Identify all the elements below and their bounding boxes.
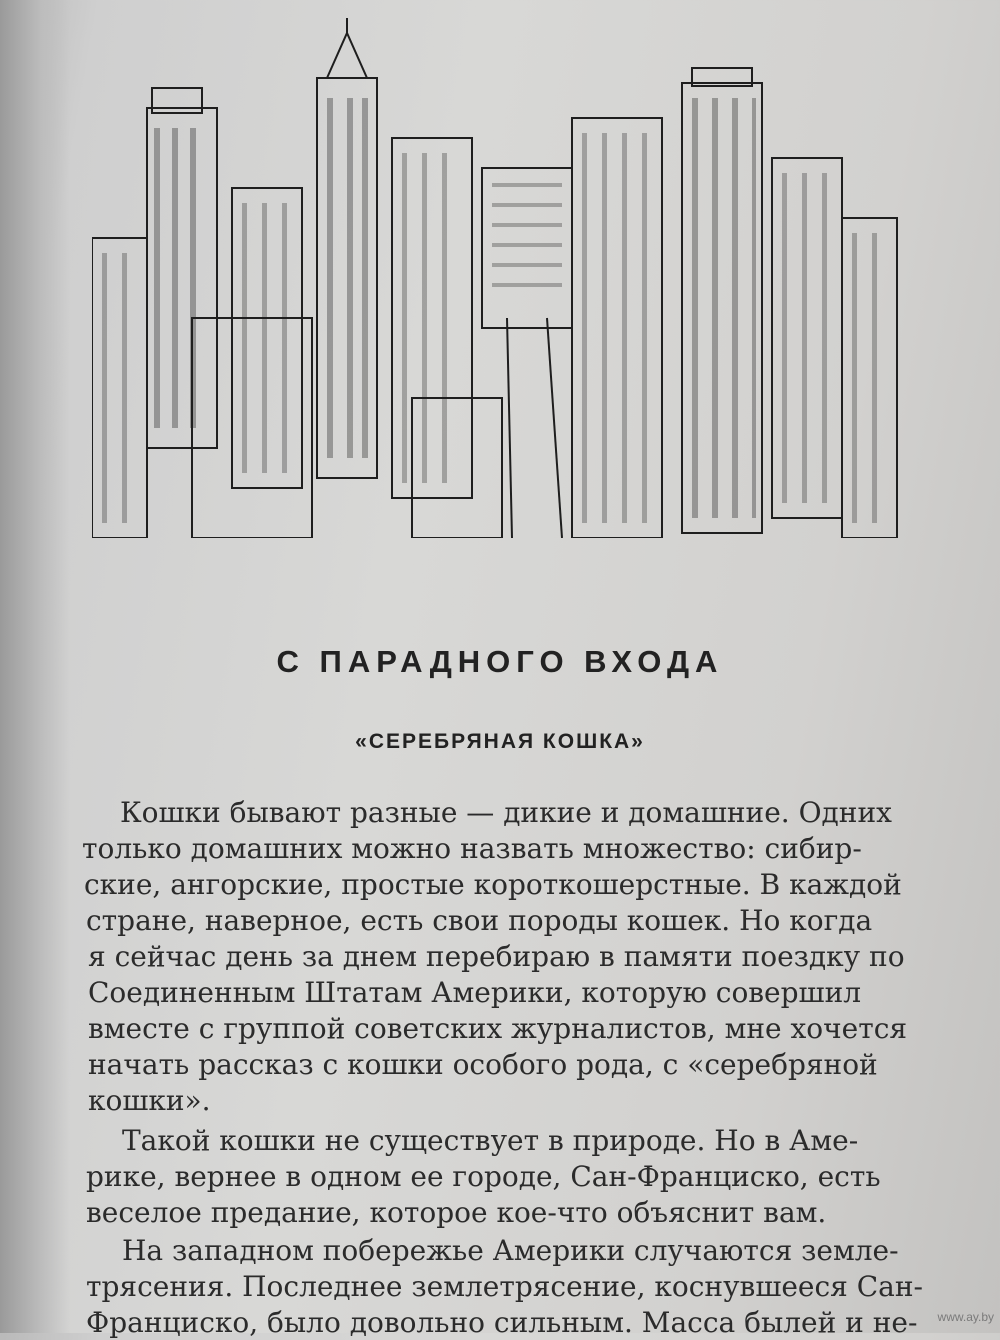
text-line: вместе с группой советских журналистов, мне хочется bbox=[88, 1012, 908, 1045]
text-line: ские, ангорские, простые короткошерстные. В каждой bbox=[84, 868, 902, 901]
watermark: www.ay.by bbox=[937, 1310, 994, 1324]
text-line: веселое предание, которое кое-что объяснит вам. bbox=[86, 1196, 827, 1229]
text-line: только домашних можно назвать множество: сибир- bbox=[82, 832, 862, 865]
text-line: Соединенным Штатам Америки, которую совершил bbox=[88, 976, 862, 1009]
section-title: «СЕРЕБРЯНАЯ КОШКА» bbox=[355, 730, 645, 753]
city-skyline-illustration bbox=[92, 18, 912, 538]
text-line: рике, вернее в одном ее городе, Сан-Франциско, есть bbox=[86, 1160, 881, 1193]
text-line: я сейчас день за днем перебираю в памяти поездку по bbox=[88, 940, 905, 973]
text-line: трясения. Последнее землетрясение, коснувшееся Сан- bbox=[86, 1270, 923, 1303]
text-line: На западном побережье Америки случаются земле- bbox=[122, 1234, 899, 1267]
text-line: кошки». bbox=[88, 1084, 211, 1117]
text-line: начать рассказ с кошки особого рода, с «серебряной bbox=[88, 1048, 878, 1081]
text-line: стране, наверное, есть свои породы кошек. Но когда bbox=[86, 904, 873, 937]
text-line: Франциско, было довольно сильным. Масса былей и не- bbox=[86, 1306, 918, 1339]
text-line: Такой кошки не существует в природе. Но в Аме- bbox=[122, 1124, 859, 1157]
chapter-title: С ПАРАДНОГО ВХОДА bbox=[276, 644, 724, 679]
text-line: Кошки бывают разные — дикие и домашние. Одних bbox=[120, 796, 892, 829]
